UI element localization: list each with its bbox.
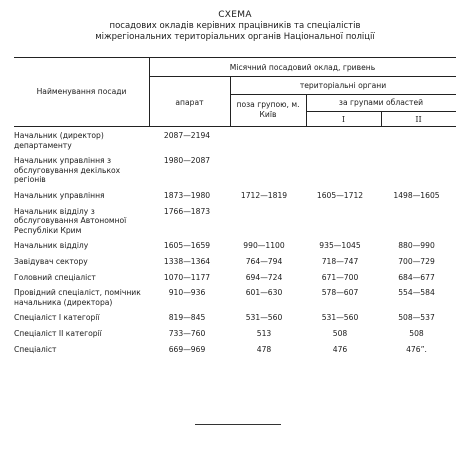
table-row <box>14 288 455 313</box>
row-group2: 476”. <box>406 344 427 354</box>
row-outside <box>226 131 302 156</box>
row-position: Завідувач сектору <box>14 256 88 266</box>
row-outside: 1712—1819 <box>240 190 288 200</box>
table-row <box>14 191 455 207</box>
row-position: Провідний спеціаліст, помічник начальника (директора) <box>14 288 141 307</box>
row-group2: 880—990 <box>398 241 435 251</box>
row-apparat: 1873—1980 <box>163 190 211 200</box>
row-apparat: 1605—1659 <box>163 241 211 251</box>
title-subtitle-line2: міжрегіональних територіальних органів Національної поліції <box>95 32 375 42</box>
row-apparat: 1980—2087 <box>163 156 211 166</box>
row-group2: 508—537 <box>398 313 435 323</box>
row-group1: 935—1045 <box>319 241 361 251</box>
header-group-2: ІІ <box>415 115 422 124</box>
row-group1 <box>302 156 378 191</box>
header-salary-rule <box>149 76 456 77</box>
row-outside: 513 <box>256 328 272 338</box>
header-group-1: І <box>341 115 346 124</box>
row-group2: 684—677 <box>398 272 435 282</box>
header-position-col: Найменування посади <box>36 87 127 96</box>
row-group2: 700—729 <box>398 256 435 266</box>
header-bottom-rule <box>14 126 456 127</box>
row-group1: 476 <box>332 344 348 354</box>
row-group2 <box>378 156 455 191</box>
row-group2 <box>378 131 455 156</box>
row-apparat: 1338—1364 <box>163 256 211 266</box>
row-position: Спеціаліст I категорії <box>14 313 100 323</box>
row-group1: 531—560 <box>321 313 359 323</box>
row-group2 <box>378 207 455 242</box>
row-group1: 718—747 <box>321 256 359 266</box>
table-row <box>14 156 455 191</box>
header-by-regions: за групами областей <box>338 98 424 107</box>
row-apparat: 819—845 <box>168 313 206 323</box>
header-salary-group: Місячний посадовий оклад, гривень <box>229 63 376 72</box>
table-row <box>14 329 455 345</box>
row-apparat: 2087—2194 <box>163 131 211 140</box>
header-top-rule <box>14 57 456 58</box>
row-outside <box>226 156 302 191</box>
document-title <box>0 10 470 43</box>
row-group2: 554—584 <box>398 288 435 298</box>
table-row <box>14 345 455 355</box>
row-group1: 508 <box>332 328 348 338</box>
row-position: Начальник управління з обслуговування декількох регіонів <box>14 156 121 185</box>
table-row <box>14 273 455 289</box>
row-group1 <box>302 131 378 156</box>
row-apparat: 1766—1873 <box>163 206 211 216</box>
table-row <box>14 313 455 329</box>
row-group1 <box>302 207 378 242</box>
table-row <box>14 131 455 156</box>
row-apparat: 669—969 <box>168 344 206 354</box>
row-position: Начальник відділу з обслуговування Автономної Республіки Крим <box>14 206 127 235</box>
header-territorial: територіальні органи <box>299 81 387 90</box>
table-row <box>14 207 455 242</box>
row-position: Начальник (директор) департаменту <box>14 131 104 150</box>
row-position: Спеціаліст <box>14 344 57 354</box>
table-row <box>14 257 455 273</box>
row-position: Головний спеціаліст <box>14 272 96 282</box>
row-position: Начальник управління <box>14 190 105 200</box>
row-outside: 601—630 <box>245 288 283 298</box>
row-apparat: 733—760 <box>168 328 206 338</box>
row-position: Начальник відділу <box>14 241 89 251</box>
row-outside: 694—724 <box>245 272 283 282</box>
row-outside <box>226 207 302 242</box>
row-outside: 764—794 <box>245 256 283 266</box>
closing-divider <box>195 424 281 425</box>
header-outside-groups: поза групою, м. Київ <box>236 100 300 119</box>
row-group1: 1605—1712 <box>316 190 364 200</box>
header-territorial-rule <box>230 94 456 95</box>
row-group1: 671—700 <box>321 272 359 282</box>
row-group2: 1498—1605 <box>393 190 440 200</box>
header-apparat: апарат <box>175 98 204 107</box>
row-position: Спеціаліст II категорії <box>14 328 102 338</box>
row-group2: 508 <box>409 328 424 338</box>
row-outside: 478 <box>256 344 272 354</box>
row-outside: 531—560 <box>245 313 283 323</box>
row-group1: 578—607 <box>321 288 359 298</box>
row-outside: 990—1100 <box>243 241 285 251</box>
row-apparat: 910—936 <box>168 288 206 298</box>
title-subtitle-line1: посадових окладів керівних працівників та спеціалістів <box>109 21 361 31</box>
row-apparat: 1070—1177 <box>163 272 211 282</box>
table-row <box>14 241 455 257</box>
title-scheme: СХЕМА <box>218 10 252 20</box>
salary-table <box>14 131 455 354</box>
